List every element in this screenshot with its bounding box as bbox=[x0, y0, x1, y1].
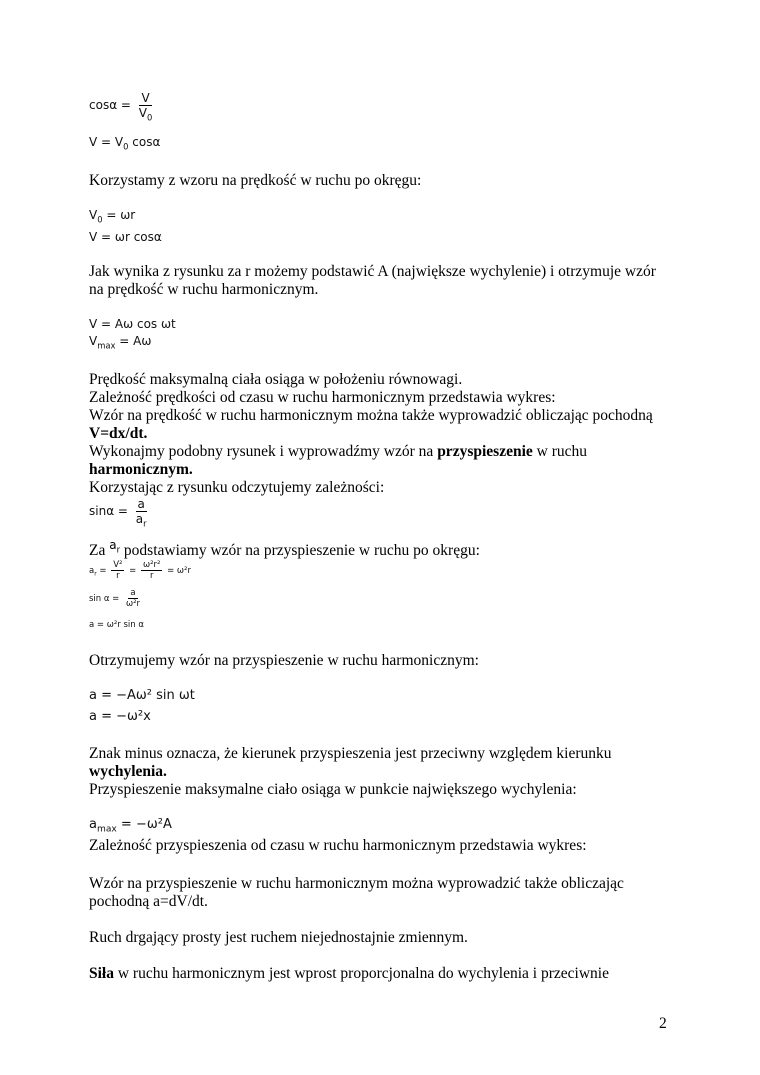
paragraph: Przyspieszenie maksymalne ciało osiąga w punkcie największego wychylenia: bbox=[89, 781, 577, 798]
formula-subscript: r bbox=[94, 570, 97, 578]
formula-subscript: max bbox=[96, 824, 117, 835]
formula-v-equals bbox=[89, 135, 161, 152]
paragraph: Otrzymujemy wzór na przyspieszenie w ruchu harmonicznym: bbox=[89, 652, 479, 669]
fraction-numerator: a bbox=[130, 588, 136, 598]
bold-text: przyspieszenie bbox=[437, 443, 533, 460]
page-number: 2 bbox=[659, 1015, 667, 1032]
text-span: w ruchu bbox=[532, 443, 588, 460]
fraction-denominator bbox=[134, 512, 149, 529]
text-span: Za bbox=[89, 542, 110, 559]
formula-vmax bbox=[89, 334, 152, 351]
paragraph: na prędkość w ruchu harmonicznym. bbox=[89, 281, 319, 298]
formula-text: cosα bbox=[128, 135, 161, 149]
formula-text: a bbox=[89, 817, 97, 832]
paragraph bbox=[89, 425, 147, 443]
formula-subscript: max bbox=[97, 340, 116, 351]
fraction-denominator: r bbox=[149, 571, 154, 581]
fraction bbox=[137, 91, 155, 123]
formula-a-harmonic-2: a = −ω²x bbox=[89, 709, 151, 724]
formula-subscript: 0 bbox=[97, 214, 103, 225]
formula-sin-alpha bbox=[89, 497, 151, 529]
fraction bbox=[111, 560, 124, 581]
paragraph: Ruch drgający prosty jest ruchem niejednostajnie zmiennym. bbox=[89, 929, 468, 946]
fraction-numerator: V bbox=[141, 91, 150, 105]
fraction-denominator: ω²r bbox=[126, 599, 141, 609]
text-span: podstawiamy wzór na przyspieszenie w ruchu po okręgu: bbox=[120, 542, 480, 559]
formula-subscript: 0 bbox=[147, 112, 153, 123]
bold-text: harmonicznym. bbox=[89, 461, 193, 478]
formula-a-harmonic-1: a = −Aω² sin ωt bbox=[89, 688, 195, 703]
fraction bbox=[124, 588, 142, 609]
formula-amax bbox=[89, 817, 172, 835]
formula-text: a bbox=[109, 538, 117, 552]
paragraph: Wzór na prędkość w ruchu harmonicznym można także wyprowadzić obliczając pochodną bbox=[89, 407, 653, 424]
formula-subscript: r bbox=[116, 544, 121, 555]
formula-a-small: a = ω²r sin α bbox=[89, 620, 144, 630]
text-span: w ruchu harmonicznym jest wprost proporcjonalna do wychylenia i przeciwnie bbox=[113, 965, 609, 982]
paragraph bbox=[89, 461, 193, 479]
formula-subscript: r bbox=[143, 518, 147, 529]
bold-text: Siła bbox=[89, 965, 114, 982]
paragraph: Prędkość maksymalną ciała osiąga w położeniu równowagi. bbox=[89, 371, 463, 388]
formula-text: V bbox=[89, 208, 98, 222]
text-span: Wykonajmy podobny rysunek i wyprowadźmy wzór na bbox=[89, 443, 438, 460]
formula-cos-alpha bbox=[89, 91, 156, 123]
fraction bbox=[134, 497, 149, 529]
formula-v-wr: V = ωr cosα bbox=[89, 230, 162, 244]
bold-text: wychylenia. bbox=[89, 763, 167, 780]
formula-text: = bbox=[96, 566, 110, 576]
formula-text: cosα = bbox=[89, 98, 135, 112]
formula-text: a bbox=[89, 566, 95, 576]
formula-text: a bbox=[135, 512, 144, 526]
formula-text: = bbox=[126, 566, 139, 576]
paragraph: Wzór na przyspieszenie w ruchu harmonicznym można wyprowadzić także obliczając bbox=[89, 875, 624, 892]
fraction-denominator bbox=[137, 106, 155, 123]
formula-text: = Aω bbox=[115, 334, 152, 348]
formula-text: V bbox=[89, 334, 98, 348]
formula-text: sin α = bbox=[89, 594, 123, 604]
inline-formula-ar bbox=[109, 538, 121, 555]
paragraph: Jak wynika z rysunku za r możemy podstawić A (największe wychylenie) i otrzymuje wzór bbox=[89, 263, 656, 280]
paragraph: Znak minus oznacza, że kierunek przyspieszenia jest przeciwny względem kierunku bbox=[89, 745, 612, 762]
fraction-numerator: a bbox=[137, 497, 145, 511]
paragraph: Korzystając z rysunku odczytujemy zależności: bbox=[89, 479, 385, 496]
paragraph: Zależność przyspieszenia od czasu w ruchu harmonicznym przedstawia wykres: bbox=[89, 837, 587, 854]
paragraph bbox=[89, 763, 167, 781]
formula-sin-alpha-2 bbox=[89, 588, 144, 609]
formula-text: V = V bbox=[89, 135, 124, 149]
fraction-numerator: ω²r² bbox=[142, 560, 161, 570]
formula-text: V bbox=[138, 106, 148, 120]
formula-text: = ω²r bbox=[164, 566, 191, 576]
formula-subscript: 0 bbox=[123, 141, 129, 152]
bold-text: V=dx/dt. bbox=[89, 425, 148, 442]
paragraph bbox=[89, 538, 480, 560]
formula-text: = ωr bbox=[102, 208, 136, 222]
fraction-denominator: r bbox=[116, 571, 120, 581]
fraction-numerator: V² bbox=[113, 560, 123, 570]
paragraph: Korzystamy z wzoru na prędkość w ruchu po okręgu: bbox=[89, 172, 422, 189]
formula-v-harmonic: V = Aω cos ωt bbox=[89, 317, 176, 331]
formula-v0 bbox=[89, 208, 136, 225]
formula-ar bbox=[89, 560, 191, 581]
formula-text: sinα = bbox=[89, 504, 132, 518]
paragraph bbox=[89, 965, 609, 983]
paragraph: Zależność prędkości od czasu w ruchu harmonicznym przedstawia wykres: bbox=[89, 389, 556, 406]
paragraph: pochodną a=dV/dt. bbox=[89, 893, 208, 910]
paragraph bbox=[89, 443, 587, 461]
formula-text: = −ω²A bbox=[116, 817, 172, 832]
fraction bbox=[141, 560, 162, 581]
